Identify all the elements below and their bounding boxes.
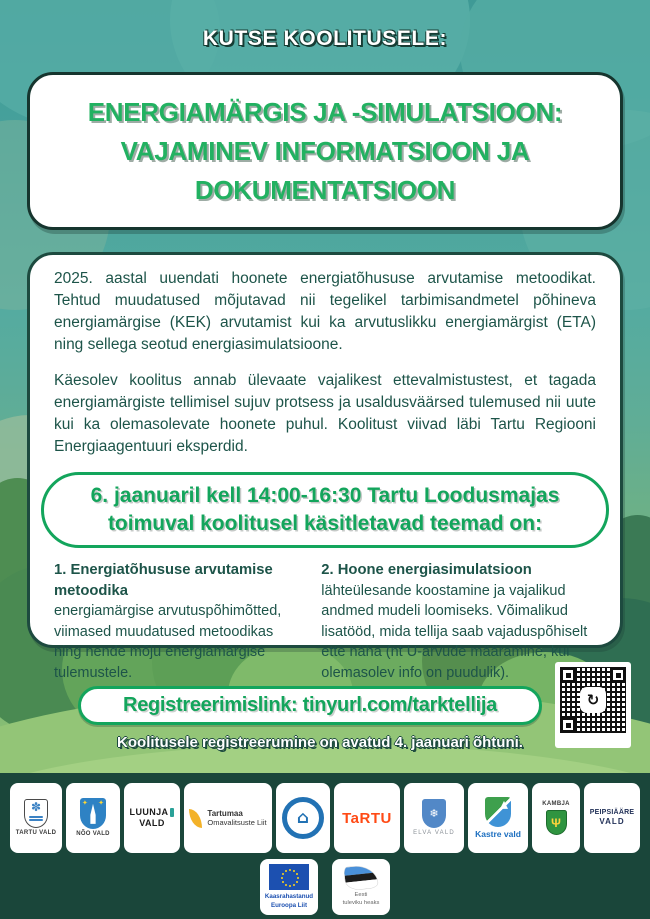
eu-stars-icon bbox=[289, 877, 291, 879]
topic-1 bbox=[54, 560, 299, 684]
logo-elva-vald bbox=[404, 783, 464, 853]
page-kicker: KUTSE KOOLITUSELE: bbox=[202, 27, 448, 50]
topics bbox=[54, 560, 596, 684]
topic-2-heading: 2. Hoone energiasimulatsioon bbox=[321, 561, 532, 578]
qr-finder-icon bbox=[560, 667, 576, 683]
logo-label: ELVA VALD bbox=[413, 829, 455, 836]
logo-label: TARTU VALD bbox=[15, 829, 57, 836]
accent-mark-icon bbox=[170, 808, 174, 817]
funding-logo-row bbox=[0, 859, 650, 915]
tartu-vald-crest-icon bbox=[24, 799, 48, 828]
kambja-vald-crest-icon bbox=[546, 810, 567, 835]
logo-tartumaa-omavalitsuste-liit bbox=[184, 783, 272, 853]
logo-label: VALD bbox=[599, 817, 625, 827]
star-icon: ✦ bbox=[98, 798, 104, 807]
logo-kastre-vald bbox=[468, 783, 528, 853]
topic-1-heading: 1. Energiatõhususe arvutamise metoodika bbox=[54, 561, 273, 599]
wave-icon bbox=[29, 816, 43, 818]
registration-link-pill[interactable] bbox=[78, 686, 542, 725]
poster-title-line-1: ENERGIAMÄRGIS JA -SIMULATSIOON: bbox=[87, 96, 563, 127]
leaf-icon bbox=[189, 809, 202, 828]
logo-label: Kastre vald bbox=[475, 828, 521, 839]
logo-label: LUUNJA bbox=[129, 806, 169, 817]
circular-arrow-icon: ↻ bbox=[582, 689, 604, 711]
logo-label: KAMBJA bbox=[542, 800, 570, 807]
session-headline-pill bbox=[41, 472, 609, 548]
logo-eu-cofunded bbox=[260, 859, 318, 915]
intro-paragraph-2: Käesolev koolitus annab ülevaate vajalikest ettevalmistustest, et tagada energiamärgiste tellimisel sujuv protsess ja usaldusväärsed tulemused nii uute kui ka olemasolevate hoonete puhul. Koolitust viivad läbi Tartu Regiooni Energiaagentuuri eksperdid. bbox=[54, 372, 596, 455]
logo-label: Kaasrahastanud bbox=[264, 893, 314, 901]
luunja-wordmark bbox=[130, 807, 175, 830]
snowflake-icon: ❄ bbox=[429, 806, 439, 820]
logo-label: Tartumaa bbox=[207, 809, 243, 818]
church-icon bbox=[87, 804, 99, 824]
logo-noo-vald bbox=[66, 783, 120, 853]
title-box bbox=[27, 72, 623, 230]
tartu-wordmark: TaRTU bbox=[342, 809, 392, 827]
topic-1-body: energiamärgise arvutuspõhimõtted, viimased muudatused metoodikas ning nende mõju energiamärgise tulemustele. bbox=[54, 603, 282, 681]
qr-finder-icon bbox=[560, 717, 576, 733]
intro-paragraph-1: 2025. aastal uuendati hoonete energiatõhususe arvutamise metoodikat. Tehtud muudatused mõjutavad nii tegelikel tarbimisandmetel põhineva energiamärgise (KEK) arvutamist kui ka arvutuslikku energiamärgist (ETA) ning sellega seotud energiasimulatsioone. bbox=[54, 270, 596, 353]
logo-label: NÕO VALD bbox=[76, 830, 110, 837]
cornflower-icon: ✽ bbox=[30, 799, 42, 814]
logo-kambja-vald bbox=[532, 783, 580, 853]
logo-row bbox=[0, 773, 650, 853]
registration-deadline-note: Koolitusele registreerumine on avatud 4. jaanuari õhtuni. bbox=[117, 734, 523, 751]
qr-code[interactable] bbox=[555, 662, 631, 748]
poster-title-line-2: VAJAMINEV INFORMATSIOON JA bbox=[120, 135, 530, 166]
estonia-flag-icon bbox=[344, 865, 378, 891]
poster-title-line-3: DOKUMENTATSIOON bbox=[194, 174, 456, 205]
logo-tartu-linn bbox=[334, 783, 400, 853]
logo-label: Euroopa Liit bbox=[270, 901, 308, 909]
elva-vald-crest-icon bbox=[422, 799, 446, 828]
logo-tartu-regiooni-energiaagentuur bbox=[276, 783, 330, 853]
star-icon: ✦ bbox=[82, 798, 88, 807]
content-box bbox=[27, 252, 623, 681]
sail-icon bbox=[500, 801, 508, 809]
logo-tartu-vald bbox=[10, 783, 62, 853]
eu-flag-icon bbox=[269, 864, 309, 890]
qr-pattern bbox=[560, 667, 626, 733]
partner-logos-footer bbox=[0, 773, 650, 919]
chalice-icon: Ψ bbox=[551, 815, 561, 830]
session-headline: 6. jaanuaril kell 14:00-16:30 Tartu Loodusmajas toimuval koolitusel käsitletavad teemad on: bbox=[90, 484, 560, 535]
energy-agency-badge-icon bbox=[282, 797, 324, 839]
logo-peipsiaare-vald bbox=[584, 783, 640, 853]
qr-finder-icon bbox=[610, 667, 626, 683]
logo-label: Eesti bbox=[354, 892, 368, 899]
house-icon: ⌂ bbox=[296, 807, 310, 828]
topic-2-body: lähteülesande koostamine ja vajalikud andmed mudeli loomiseks. Võimalikud lisatööd, mida tellija saab vajaduspõhiselt ette näha (nt U-arvude määramine, kui olemasolev info on puudulik). bbox=[321, 582, 588, 681]
wave-icon bbox=[29, 819, 43, 821]
logo-label: tuleviku heaks bbox=[342, 900, 380, 906]
logo-label: VALD bbox=[139, 818, 165, 828]
logo-label: PEIPSIÄÄRE bbox=[589, 809, 635, 817]
logo-label: Omavalitsuste Liit bbox=[207, 818, 267, 827]
logo-eesti-tuleviku-heaks bbox=[332, 859, 390, 915]
logo-luunja-vald bbox=[124, 783, 180, 853]
kastre-vald-crest-icon bbox=[485, 797, 511, 827]
registration-link-label: Registreerimislink: tinyurl.com/tarktellija bbox=[123, 694, 497, 716]
noo-vald-crest-icon bbox=[80, 798, 106, 829]
